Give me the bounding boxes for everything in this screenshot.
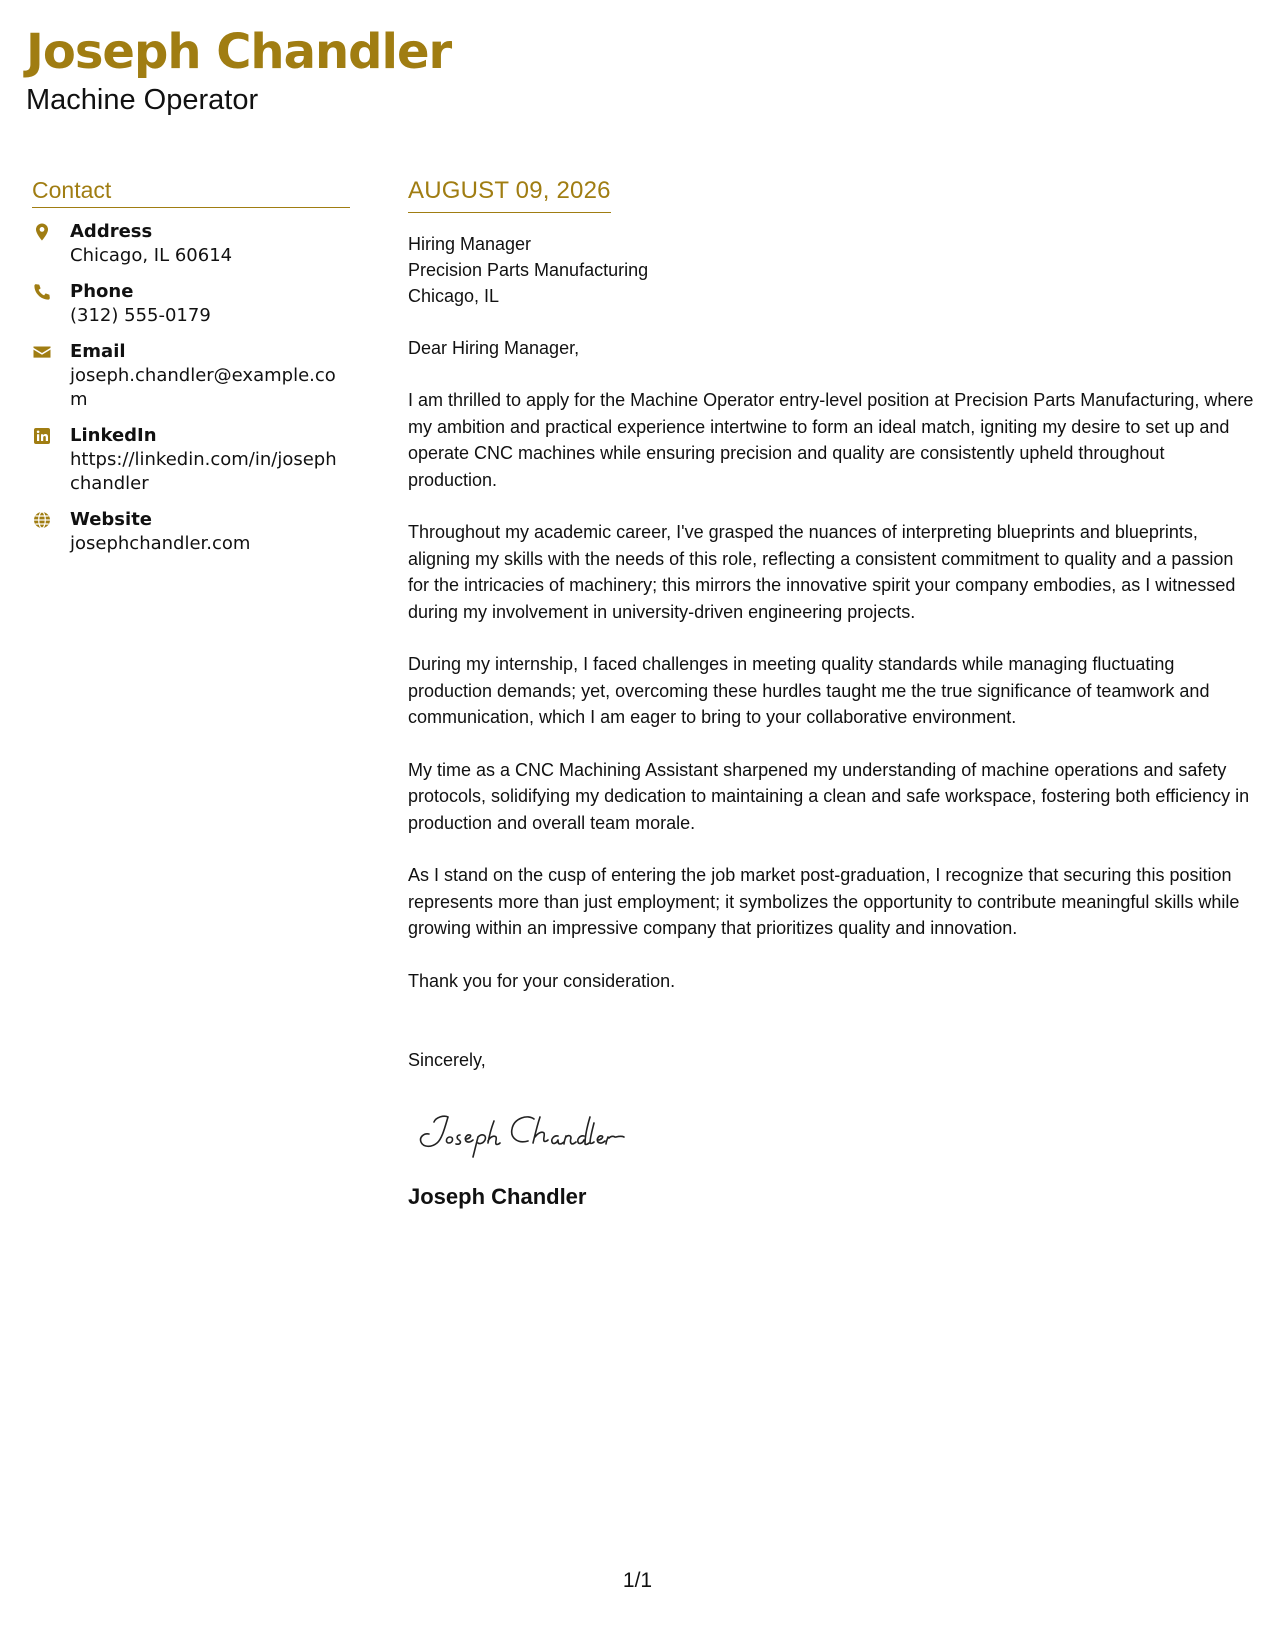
salutation: Dear Hiring Manager, [408,338,580,358]
recipient-block [408,231,1258,309]
letter-paragraph: I am thrilled to apply for the Machine Operator entry-level position at Precision Parts Manufacturing, where my ambition and practical experience intertwine to form an ideal match, igniting my desire to set up and operate CNC machines while ensuring precision and quality are consistently upheld throughout production. [408,390,1254,490]
contact-linkedin [32,424,352,496]
letter-paragraph: Throughout my academic career, I've grasped the nuances of interpreting blueprints and blueprints, aligning my skills with the needs of this role, reflecting a consistent commitment to quality and a passion for the intricacies of machinery; this mirrors the innovative spirit your company embodies, as I witnessed during my involvement in university-driven engineering projects. [408,522,1236,622]
contact-value[interactable]: josephchandler.com [70,533,251,554]
letter-date: AUGUST 09, 2026 [408,177,611,204]
applicant-name: Joseph Chandler [26,24,452,80]
phone-icon [32,282,52,302]
letter-paragraph: My time as a CNC Machining Assistant sharpened my understanding of machine operations and safety protocols, solidifying my dedication to maintaining a clean and safe workspace, fostering both efficiency in production and overall team morale. [408,759,1250,833]
contact-label: Email [70,341,126,362]
contact-label: Phone [70,281,134,302]
signature-image [408,1103,668,1163]
contact-phone [32,280,352,328]
recipient-line: Chicago, IL [408,286,500,306]
letter-body [408,176,1258,1211]
contact-heading: Contact [32,176,350,208]
contact-value: (312) 555-0179 [70,305,211,326]
job-title: Machine Operator [26,84,259,116]
recipient-line: Hiring Manager [408,234,532,254]
globe-icon [32,510,52,530]
signer-name: Joseph Chandler [408,1184,587,1209]
contact-value[interactable]: joseph.chandler@example.com [70,365,336,410]
date-block [408,176,611,213]
recipient-line: Precision Parts Manufacturing [408,260,649,280]
contact-address [32,220,352,268]
map-pin-icon [32,222,52,242]
handwritten-signature [408,1103,1258,1163]
letter-paragraph: As I stand on the cusp of entering the job market post-graduation, I recognize that securing this position represents more than just employment; it symbolizes the opportunity to contribute meaningful skills while growing within an impressive company that prioritizes quality and innovation. [408,865,1240,938]
envelope-icon [32,342,52,362]
page-number: 1/1 [622,1569,653,1592]
contact-value[interactable]: https://linkedin.com/in/josephchandler [70,449,337,494]
contact-value: Chicago, IL 60614 [70,245,233,266]
contact-sidebar [32,176,352,556]
linkedin-icon [32,426,52,446]
contact-label: Website [70,509,153,530]
contact-email [32,340,352,412]
contact-label: LinkedIn [70,425,157,446]
letter-paragraph: Thank you for your consideration. [408,970,676,991]
contact-website [32,508,352,556]
closing: Sincerely, [408,1050,486,1070]
contact-label: Address [70,221,153,242]
letter-paragraph: During my internship, I faced challenges in meeting quality standards while managing fluctuating production demands; yet, overcoming these hurdles taught me the true significance of teamwork and communication, which I am eager to bring to your collaborative environment. [408,654,1210,727]
